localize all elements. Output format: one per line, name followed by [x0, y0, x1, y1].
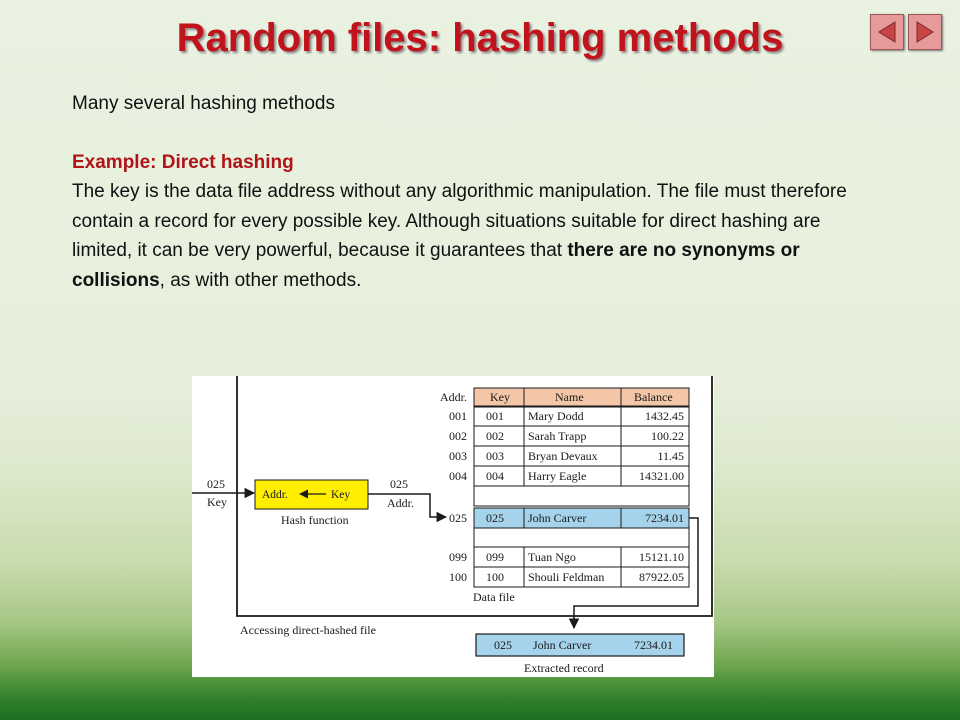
- row-addr: 002: [449, 429, 467, 443]
- table-row: [449, 567, 689, 587]
- table-row: [449, 407, 689, 426]
- row-name: Bryan Devaux: [528, 449, 598, 463]
- extracted-balance: 7234.01: [634, 638, 673, 652]
- example-heading: Example: Direct hashing: [72, 151, 294, 173]
- row-addr: 099: [449, 550, 467, 564]
- balance-header-text: Balance: [634, 390, 673, 404]
- row-key: 004: [486, 469, 504, 483]
- row-addr: 004: [449, 469, 467, 483]
- row-name: Sarah Trapp: [528, 429, 587, 443]
- extracted-record-caption: Extracted record: [524, 661, 604, 675]
- table-row: [449, 426, 689, 446]
- data-file-caption: Data file: [473, 590, 515, 604]
- right-triangle-icon: [913, 20, 937, 44]
- row-balance: 100.22: [651, 429, 684, 443]
- output-addr-label: Addr.: [387, 496, 414, 510]
- row-key: 003: [486, 449, 504, 463]
- paragraph-text-end: , as with other methods.: [159, 269, 362, 291]
- row-key: 099: [486, 550, 504, 564]
- empty-row: [474, 486, 689, 506]
- input-key-label: Key: [207, 495, 227, 509]
- spacer: [72, 119, 872, 148]
- slide-navigation: [870, 14, 942, 50]
- paragraph-text: The key is the data file address without any algorithmic manipulation. The file must therefore contain a record for every possible key. Although situations suitable for direct hashing are limited, it can be very powerful, because it guarantees that: [72, 181, 847, 261]
- previous-slide-button[interactable]: [870, 14, 904, 50]
- row-key: 002: [486, 429, 504, 443]
- row-name: Shouli Feldman: [528, 570, 605, 584]
- direct-hashing-diagram: [192, 376, 714, 677]
- row-addr: 001: [449, 409, 467, 423]
- row-balance: 87922.05: [639, 570, 684, 584]
- intro-text: Many several hashing methods: [72, 93, 335, 114]
- row-balance: 15121.10: [639, 550, 684, 564]
- row-balance: 7234.01: [645, 511, 684, 525]
- extracted-key: 025: [494, 638, 512, 652]
- left-triangle-icon: [875, 20, 899, 44]
- input-key-value: 025: [207, 477, 225, 491]
- diagram-canvas: [192, 376, 714, 677]
- hash-box-key: Key: [331, 489, 351, 501]
- row-key: 001: [486, 409, 504, 423]
- empty-row: [474, 528, 689, 547]
- row-addr: 025: [449, 511, 467, 525]
- row-name: Mary Dodd: [528, 409, 584, 423]
- process-caption: Accessing direct-hashed file: [240, 623, 376, 637]
- row-balance: 1432.45: [645, 409, 684, 423]
- emphasis-text: there are no synonyms or collisions: [72, 240, 800, 291]
- row-name: John Carver: [528, 511, 587, 525]
- extracted-name: John Carver: [533, 638, 592, 652]
- next-slide-button[interactable]: [908, 14, 942, 50]
- hash-box-addr: Addr.: [262, 489, 288, 501]
- table-row: [449, 466, 689, 486]
- example-paragraph: [72, 177, 872, 295]
- row-addr: 003: [449, 449, 467, 463]
- key-header-text: Key: [490, 390, 510, 404]
- name-header-text: Name: [555, 390, 584, 404]
- row-key: 025: [486, 511, 504, 525]
- row-addr: 100: [449, 570, 467, 584]
- row-key: 100: [486, 570, 504, 584]
- row-balance: 11.45: [657, 449, 684, 463]
- output-addr-value: 025: [390, 477, 408, 491]
- row-name: Tuan Ngo: [528, 550, 576, 564]
- highlighted-table-row: [449, 508, 689, 528]
- table-row: [449, 446, 689, 466]
- slide-body: [72, 89, 872, 295]
- row-name: Harry Eagle: [528, 469, 587, 483]
- addr-column-header: Addr.: [440, 390, 467, 404]
- extracted-record: [476, 634, 684, 675]
- row-balance: 14321.00: [639, 469, 684, 483]
- slide-title: Random files: hashing methods: [176, 16, 784, 60]
- table-row: [449, 547, 689, 567]
- hash-function-caption: Hash function: [281, 513, 349, 527]
